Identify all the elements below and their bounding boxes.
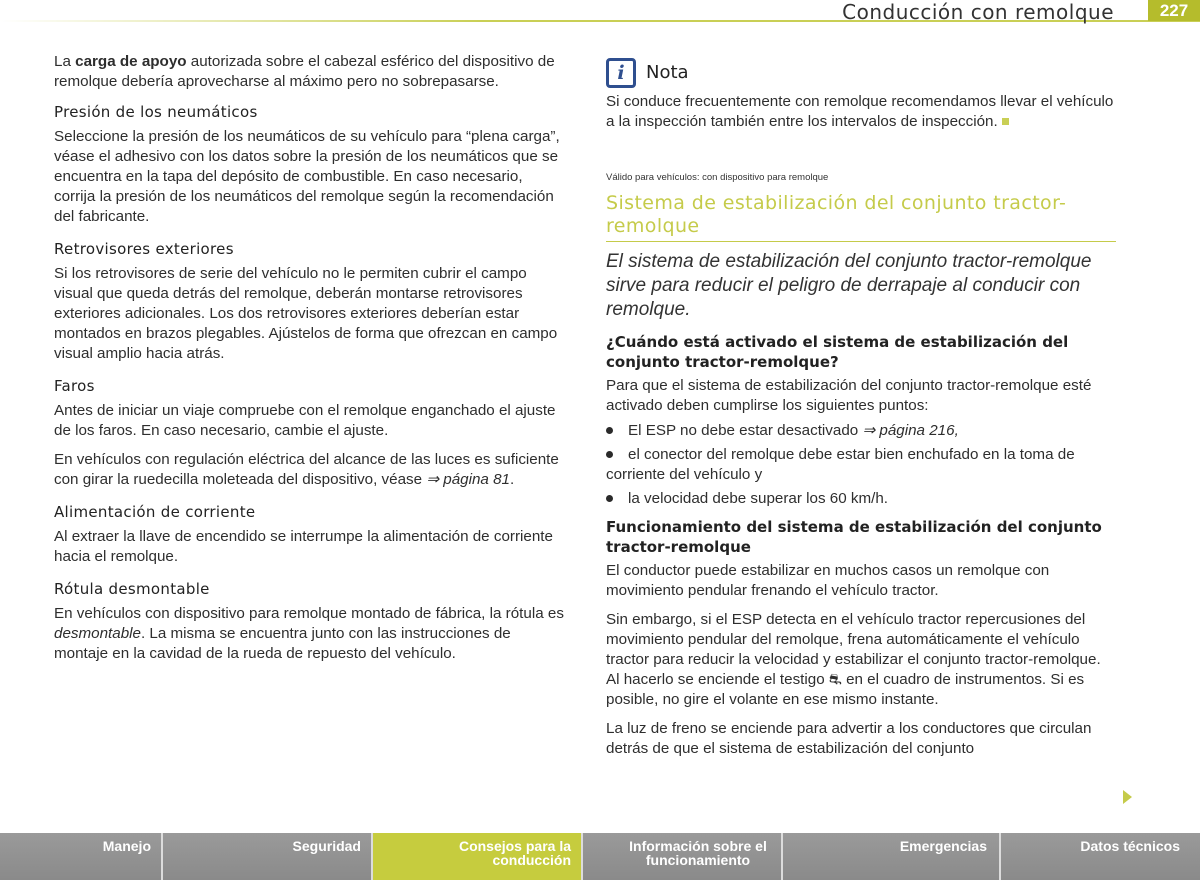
note-header xyxy=(606,58,1116,88)
next-page-arrow-icon[interactable] xyxy=(1123,790,1132,804)
heading-mirrors: Retrovisores exteriores xyxy=(54,240,234,258)
mirrors-text: Si los retrovisores de serie del vehículo no le permiten cubrir el campo visual que queda detrás del remolque, deberán montarse retrovisores exteriores adicionales. Los dos retrovisores exteriores deberían estar montados en brazos plegables. Ajústelos de forma que ofrezcan en campo visual amplio hacia atrás. xyxy=(54,265,558,362)
when-active-text: Para que el sistema de estabilización del conjunto tractor-remolque esté activado deben cumplirse los siguientes puntos: xyxy=(606,377,1092,414)
list-item: El ESP no debe estar desactivado ⇒ página 216, xyxy=(606,421,1116,441)
end-marker-icon xyxy=(1002,118,1009,125)
validity-note: Válido para vehículos: con dispositivo para remolque xyxy=(606,172,829,183)
heading-headlights: Faros xyxy=(54,377,95,395)
power-supply-text: Al extraer la llave de encendido se interrumpe la alimentación de corriente hacia el remolque. xyxy=(54,528,553,565)
intro-paragraph: La carga de apoyo autorizada sobre el cabezal esférico del dispositivo de remolque debería aprovecharse al máximo pero no sobrepasarse. xyxy=(54,53,555,90)
list-item: el conector del remolque debe estar bien enchufado en la toma de corriente del vehículo y xyxy=(606,445,1116,485)
heading-tire-pressure: Presión de los neumáticos xyxy=(54,103,258,121)
headlights-text-1: Antes de iniciar un viaje compruebe con el remolque enganchado el ajuste de los faros. En caso necesario, cambie el ajuste. xyxy=(54,402,556,439)
list-item: la velocidad debe superar los 60 km/h. xyxy=(606,489,1116,509)
intro-bold-term: carga de apoyo xyxy=(75,53,187,70)
section-lead: El sistema de estabilización del conjunto tractor-remolque sirve para reducir el peligro de derrapaje al conducir con remolque. xyxy=(606,251,1092,320)
chapter-title: Conducción con remolque xyxy=(842,0,1114,24)
heading-operation: Funcionamiento del sistema de estabilización del conjunto tractor-remolque xyxy=(606,518,1102,556)
right-column xyxy=(606,58,1116,768)
tab-manejo[interactable]: Manejo xyxy=(0,833,163,880)
tab-informacion-funcionamiento[interactable]: Información sobre el funcionamiento xyxy=(583,833,783,880)
heading-power-supply: Alimentación de corriente xyxy=(54,503,256,521)
conditions-list xyxy=(606,421,1116,509)
operation-text-2: Sin embargo, si el ESP detecta en el vehículo tractor repercusiones del movimiento pendular del remolque, frena automáticamente el vehículo tractor para reducir la velocidad y estabilizar el conjunto tractor-remolque. Al hacerlo se enciende el testigo ⛐ en el cuadro de instrumentos. Si es posible, no gire el volante en ese mismo instante. xyxy=(606,611,1101,708)
esp-warning-lamp-icon: ⛐ xyxy=(828,671,842,688)
section-title: Sistema de estabilización del conjunto tractor-remolque xyxy=(606,192,1116,242)
info-icon: i xyxy=(606,58,636,88)
removable-ball-text: En vehículos con dispositivo para remolque montado de fábrica, la rótula es desmontable. La misma se encuentra junto con las instrucciones de montaje en la cavidad de la rueda de repuesto del vehículo. xyxy=(54,605,564,662)
chapter-nav-bar xyxy=(0,833,1200,880)
page-number: 227 xyxy=(1148,0,1200,21)
tab-datos-tecnicos[interactable]: Datos técnicos xyxy=(1080,838,1180,854)
heading-when-active: ¿Cuándo está activado el sistema de estabilización del conjunto tractor-remolque? xyxy=(606,333,1069,371)
tab-seguridad[interactable]: Seguridad xyxy=(163,833,373,880)
page-81-link[interactable]: ⇒ página 81 xyxy=(426,471,510,488)
tab-emergencias[interactable]: Emergencias xyxy=(783,833,1001,880)
tire-pressure-text: Seleccione la presión de los neumáticos de su vehículo para “plena carga”, véase el adhesivo con los datos sobre la presión de los neumáticos que se encuentra en la tapa del depósito de combustible. En caso necesario, corrija la presión de los neumáticos del remolque según la recomendación del fabricante. xyxy=(54,128,560,225)
headlights-text-2: En vehículos con regulación eléctrica del alcance de las luces es suficiente con girar la ruedecilla moleteada del dispositivo, véase ⇒ página 81. xyxy=(54,451,559,488)
left-column xyxy=(54,52,564,673)
note-title: Nota xyxy=(646,62,689,83)
tab-consejos-conduccion[interactable]: Consejos para la conducción xyxy=(373,833,583,880)
note-text: Si conduce frecuentemente con remolque recomendamos llevar el vehículo a la inspección también entre los intervalos de inspección. xyxy=(606,93,1114,130)
operation-text-3: La luz de freno se enciende para advertir a los conductores que circulan detrás de que el sistema de estabilización del conjunto xyxy=(606,720,1092,757)
heading-removable-ball: Rótula desmontable xyxy=(54,580,210,598)
page-216-link[interactable]: ⇒ página 216 xyxy=(862,422,955,439)
operation-text-1: El conductor puede estabilizar en muchos casos un remolque con movimiento pendular frenando el vehículo tractor. xyxy=(606,562,1050,599)
